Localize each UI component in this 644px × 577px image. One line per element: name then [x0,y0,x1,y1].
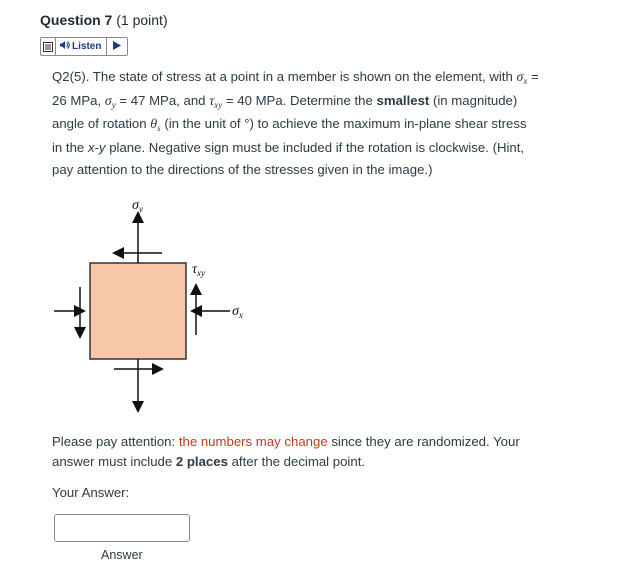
tau-xy-symbol: $\tau_{xy}$ [209,93,223,110]
listen-label: Listen [72,41,102,52]
question-points: (1 point) [116,12,168,28]
question-number: Question 7 [40,12,113,28]
play-icon [113,41,121,53]
note-warning: the numbers may change [178,434,328,449]
your-answer-label: Your Answer: [52,485,130,500]
menu-icon[interactable] [41,38,56,55]
stem-eq-3: = 40 MPa. Determine the [222,92,373,108]
answer-field-label: Answer [101,548,143,562]
note-text-a: Please pay attention: [52,434,179,449]
randomized-note [52,432,522,472]
stem-text-3: (in the unit of °) to achieve the maximum in-plane shear stress in the [52,116,527,155]
stem-text-4: plane. Negative sign must be included if the rotation is clockwise. (Hint, pay attention to the directions of the stresses given in the image.) [52,139,525,177]
question-title [40,12,168,28]
stem-text-2: (in magnitude) angle of rotation [52,92,518,131]
play-button[interactable] [107,38,127,55]
question-stem [52,66,540,182]
tau-xy-label: $\tau_{xy}$ [192,262,206,278]
listen-toolbar [40,37,128,56]
sigma-x-symbol: $\sigma_x$ [516,70,528,86]
note-bold-places: 2 places [175,454,228,469]
stem-xy-plane: x-y [87,139,106,155]
answer-input[interactable] [54,514,190,542]
sigma-y-symbol: $\sigma_y$ [104,93,116,110]
sigma-x-label: $\sigma_x$ [232,304,243,320]
speaker-icon [59,40,70,53]
stress-element-square [90,263,186,359]
stress-element-diagram [50,195,250,417]
note-text-b: since they are randomized. Your answer must include [52,434,520,469]
theta-s-symbol: $\theta_s$ [150,117,161,133]
listen-button[interactable] [56,38,107,55]
stem-eq-2: = 47 MPa, and [115,92,206,108]
stem-bold-smallest: smallest [376,92,430,108]
note-text-c: after the decimal point. [227,454,366,469]
stem-eq-1: = 26 MPa, [52,69,539,108]
stem-text-1: Q2(5). The state of stress at a point in a member is shown on the element, with [52,69,513,84]
sigma-y-label: $\sigma_y$ [132,198,143,214]
